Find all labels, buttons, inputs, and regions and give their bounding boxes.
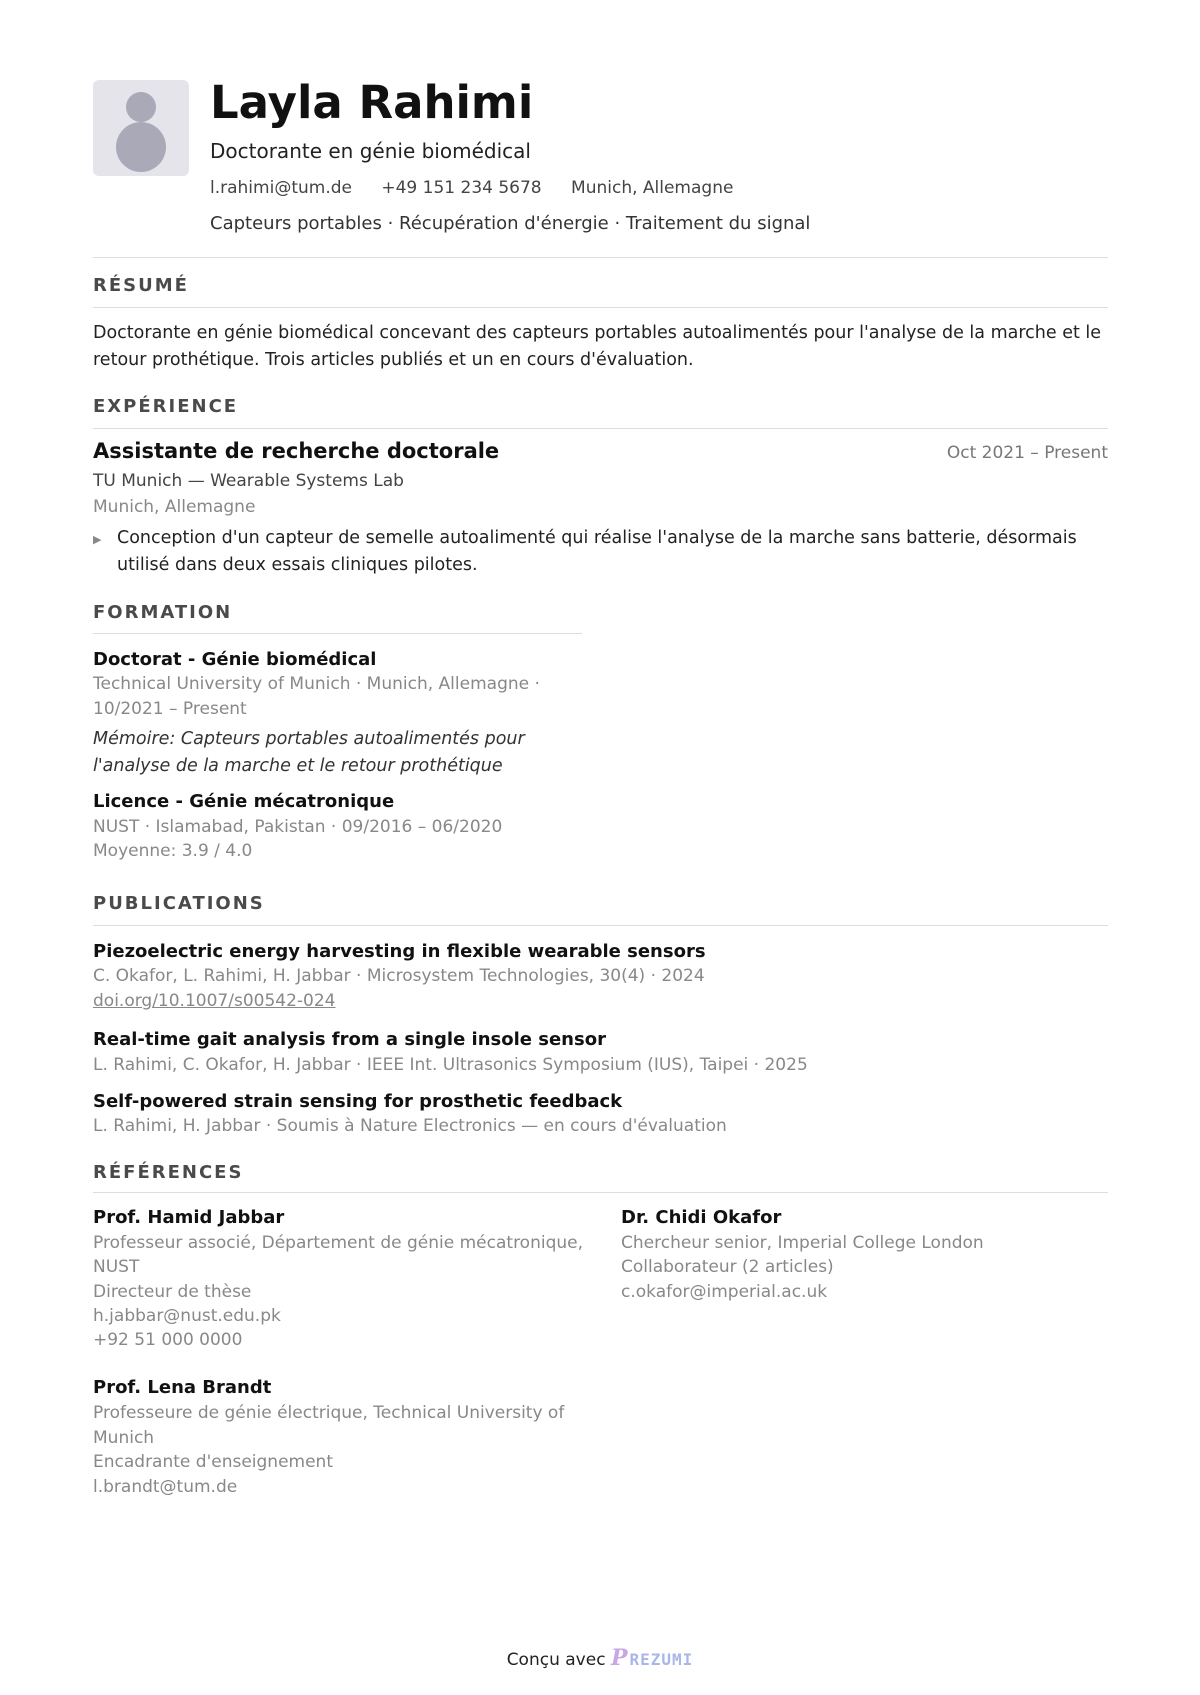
section-divider-experience [93, 428, 1108, 429]
experience-organization: TU Munich — Wearable Systems Lab [93, 471, 404, 491]
candidate-name: Layla Rahimi [210, 76, 534, 129]
education-degree: Licence - Génie mécatronique [93, 791, 395, 812]
avatar-body-shape [116, 122, 166, 172]
education-thesis [93, 726, 553, 780]
section-divider-publications [93, 925, 1108, 926]
publication-meta: L. Rahimi, C. Okafor, H. Jabbar · IEEE Int. Ultrasonics Symposium (IUS), Taipei · 2025 [93, 1055, 808, 1075]
bullet-triangle-icon: ▶ [93, 533, 102, 546]
reference-name: Dr. Chidi Okafor [621, 1207, 782, 1228]
prezumi-logo[interactable] [610, 1645, 694, 1671]
reference-name: Prof. Lena Brandt [93, 1377, 272, 1398]
keywords-line: Capteurs portables · Récupération d'énergie · Traitement du signal [210, 213, 811, 234]
experience-dates: Oct 2021 – Present [946, 443, 1108, 463]
publication-meta: L. Rahimi, H. Jabbar · Soumis à Nature Electronics — en cours d'évaluation [93, 1116, 727, 1136]
experience-bullet: Conception d'un capteur de semelle autoalimenté qui réalise l'analyse de la marche sans batterie, désormais utilisé dans deux essais cliniques pilotes. [117, 528, 1077, 575]
education-thesis-line: l'analyse de la marche et le retour prothétique [93, 756, 503, 776]
education-meta: 10/2021 – Present [93, 699, 247, 719]
footer [0, 1645, 1200, 1671]
reference-phone[interactable]: +92 51 000 0000 [93, 1330, 243, 1350]
section-title-references: RÉFÉRENCES [93, 1162, 244, 1183]
section-divider-education [93, 633, 582, 634]
reference-detail: Professeur associé, Département de génie mécatronique, [93, 1233, 584, 1253]
prezumi-logo-initial: P [610, 1645, 629, 1671]
contact-phone[interactable]: +49 151 234 5678 [381, 178, 542, 198]
reference-detail: Directeur de thèse [93, 1282, 252, 1302]
publication-title: Self-powered strain sensing for prosthetic feedback [93, 1091, 623, 1112]
reference-detail: Encadrante d'enseignement [93, 1452, 334, 1472]
education-degree: Doctorat - Génie biomédical [93, 649, 377, 670]
reference-detail: Collaborateur (2 articles) [621, 1257, 834, 1277]
publication-meta: C. Okafor, L. Rahimi, H. Jabbar · Microsystem Technologies, 30(4) · 2024 [93, 966, 705, 986]
reference-detail: NUST [93, 1257, 140, 1277]
experience-role: Assistante de recherche doctorale [93, 439, 500, 463]
reference-email[interactable]: c.okafor@imperial.ac.uk [621, 1282, 828, 1302]
avatar [93, 80, 189, 176]
summary-text: Doctorante en génie biomédical concevant des capteurs portables autoalimentés pour l'analyse de la marche et le retour prothétique. Trois articles publiés et un en cours d'évaluation. [93, 323, 1102, 370]
publication-title: Piezoelectric energy harvesting in flexible wearable sensors [93, 941, 706, 962]
section-title-summary: RÉSUMÉ [93, 275, 189, 296]
reference-detail: Munich [93, 1428, 155, 1448]
education-thesis-line: Mémoire: Capteurs portables autoalimentés pour [93, 729, 525, 749]
publication-title: Real-time gait analysis from a single insole sensor [93, 1029, 606, 1050]
reference-email[interactable]: h.jabbar@nust.edu.pk [93, 1306, 281, 1326]
education-meta: Technical University of Munich · Munich, Allemagne · [93, 674, 540, 694]
contact-line [210, 178, 757, 198]
reference-detail: Chercheur senior, Imperial College London [621, 1233, 984, 1253]
contact-email[interactable]: l.rahimi@tum.de [210, 178, 352, 198]
education-meta: NUST · Islamabad, Pakistan · 09/2016 – 06/2020 [93, 817, 503, 837]
reference-detail: Professeure de génie électrique, Technical University of [93, 1403, 565, 1423]
footer-made-with: Conçu avec [506, 1650, 606, 1670]
publication-doi-link[interactable]: doi.org/10.1007/s00542-024 [93, 991, 336, 1011]
section-title-experience: EXPÉRIENCE [93, 396, 239, 417]
contact-location: Munich, Allemagne [571, 178, 734, 198]
section-divider-references [93, 1192, 1108, 1193]
prezumi-logo-text: REZUMI [629, 1650, 694, 1669]
candidate-headline: Doctorante en génie biomédical [210, 139, 531, 163]
reference-email[interactable]: l.brandt@tum.de [93, 1477, 238, 1497]
section-title-education: FORMATION [93, 602, 233, 623]
section-divider-summary [93, 307, 1108, 308]
reference-name: Prof. Hamid Jabbar [93, 1207, 285, 1228]
header-divider [93, 257, 1108, 258]
experience-location: Munich, Allemagne [93, 497, 256, 517]
section-title-publications: PUBLICATIONS [93, 893, 265, 914]
education-gpa: Moyenne: 3.9 / 4.0 [93, 841, 253, 861]
avatar-head-shape [126, 92, 156, 122]
